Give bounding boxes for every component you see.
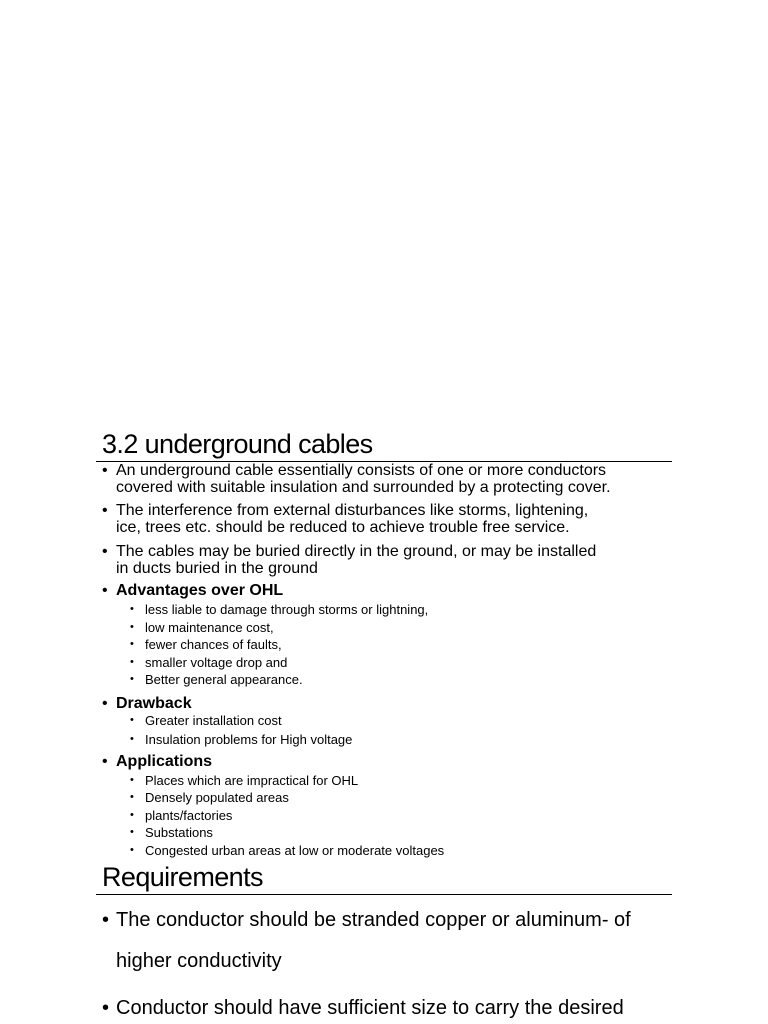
sub-bullet-icon: • — [130, 714, 134, 726]
sub-bullet-icon: • — [130, 656, 134, 668]
requirement-line: higher conductivity — [116, 950, 282, 972]
bullet-icon: • — [102, 753, 108, 770]
bullet-line: The interference from external disturbances like storms, lightening, — [116, 502, 589, 519]
sub-bullet-icon: • — [130, 791, 134, 803]
application-text: Densely populated areas — [145, 790, 289, 805]
bullet-icon: • — [102, 582, 108, 599]
drawback-text: Greater installation cost — [145, 713, 282, 728]
bullet-line: in ducts buried in the ground — [116, 560, 318, 577]
bullet-line: ice, trees etc. should be reduced to achieve trouble free service. — [116, 519, 570, 536]
application-text: Congested urban areas at low or moderate voltages — [145, 843, 445, 858]
advantage-text: Better general appearance. — [145, 672, 303, 687]
sub-bullet-icon: • — [130, 774, 134, 786]
sub-bullet-icon: • — [130, 603, 134, 615]
bullet-icon: • — [102, 502, 108, 519]
bullet-line: The cables may be buried directly in the ground, or may be installed — [116, 543, 597, 560]
advantage-text: smaller voltage drop and — [145, 655, 288, 670]
advantage-text: less liable to damage through storms or lightning, — [145, 602, 429, 617]
sub-bullet-icon: • — [130, 809, 134, 821]
advantage-text: low maintenance cost, — [145, 620, 274, 635]
requirement-line: The conductor should be stranded copper or aluminum- of — [116, 909, 631, 931]
bullet-icon: • — [102, 462, 108, 479]
application-text: Places which are impractical for OHL — [145, 773, 359, 788]
sub-bullet-icon: • — [130, 733, 134, 745]
bullet-icon: • — [102, 695, 108, 712]
section-title-underground-cables: 3.2 underground cables — [102, 429, 373, 459]
bullet-line: An underground cable essentially consists of one or more conductors — [116, 462, 607, 479]
drawback-text: Insulation problems for High voltage — [145, 732, 353, 747]
bullet-icon: • — [102, 909, 110, 931]
section-title-requirements: Requirements — [102, 862, 263, 892]
advantage-text: fewer chances of faults, — [145, 637, 282, 652]
bullet-line: covered with suitable insulation and surrounded by a protecting cover. — [116, 479, 611, 496]
advantages-label: Advantages over OHL — [116, 582, 284, 599]
sub-bullet-icon: • — [130, 826, 134, 838]
application-text: Substations — [145, 825, 213, 840]
requirement-line: Conductor should have sufficient size to carry the desired — [116, 997, 624, 1019]
drawback-label: Drawback — [116, 695, 192, 712]
sub-bullet-icon: • — [130, 621, 134, 633]
bullet-icon: • — [102, 543, 108, 560]
title-underline — [96, 894, 672, 895]
sub-bullet-icon: • — [130, 673, 134, 685]
bullet-icon: • — [102, 997, 110, 1019]
sub-bullet-icon: • — [130, 844, 134, 856]
applications-label: Applications — [116, 753, 213, 770]
sub-bullet-icon: • — [130, 638, 134, 650]
application-text: plants/factories — [145, 808, 233, 823]
